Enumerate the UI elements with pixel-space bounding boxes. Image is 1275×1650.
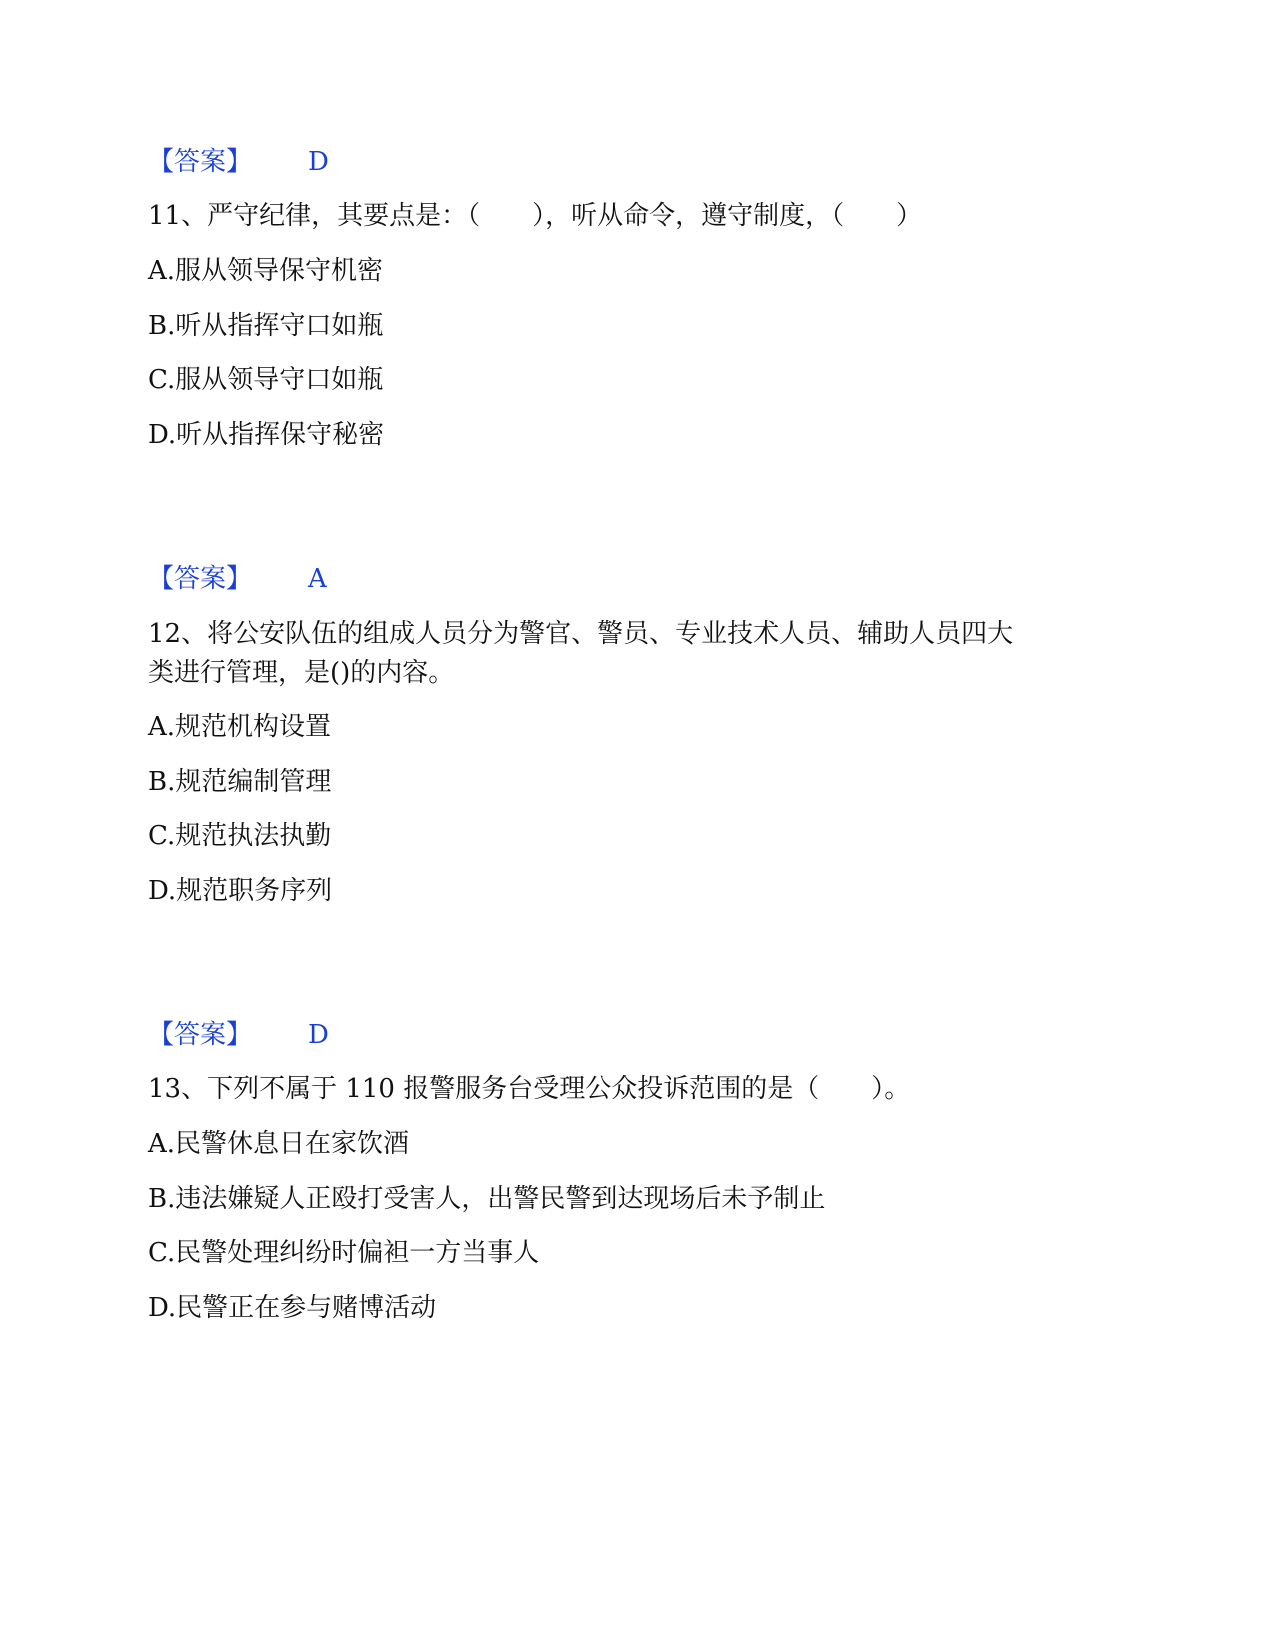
answer-label: 【答案】 [148, 147, 253, 177]
answer-value: A [308, 564, 327, 594]
option-c: C.服从领导守口如瓶 [148, 365, 384, 395]
answer-line [148, 1017, 329, 1053]
answer-value: D [308, 147, 329, 177]
option-b: B.听从指挥守口如瓶 [148, 311, 384, 341]
question-text: 12、将公安队伍的组成人员分为警官、警员、专业技术人员、辅助人员四大 [148, 619, 1014, 649]
option-d: D.听从指挥保守秘密 [148, 420, 385, 450]
question-text: 11、严守纪律，其要点是：（ ），听从命令，遵守制度，（ ） [148, 201, 923, 231]
answer-line [148, 144, 329, 180]
answer-label: 【答案】 [148, 1020, 253, 1050]
answer-label: 【答案】 [148, 564, 253, 594]
answer-line [148, 561, 327, 597]
option-a: A.服从领导保守机密 [148, 256, 384, 286]
option-a: A.民警休息日在家饮酒 [148, 1129, 410, 1159]
option-b: B.违法嫌疑人正殴打受害人，出警民警到达现场后未予制止 [148, 1184, 826, 1214]
option-b: B.规范编制管理 [148, 767, 332, 797]
option-c: C.民警处理纠纷时偏袒一方当事人 [148, 1238, 540, 1268]
option-d: D.规范职务序列 [148, 876, 333, 906]
question-text: 13、下列不属于 110 报警服务台受理公众投诉范围的是（ ）。 [148, 1074, 911, 1104]
answer-value: D [308, 1020, 329, 1050]
option-c: C.规范执法执勤 [148, 821, 332, 851]
option-d: D.民警正在参与赌博活动 [148, 1293, 437, 1323]
question-text-continued: 类进行管理，是()的内容。 [148, 658, 455, 688]
option-a: A.规范机构设置 [148, 712, 332, 742]
